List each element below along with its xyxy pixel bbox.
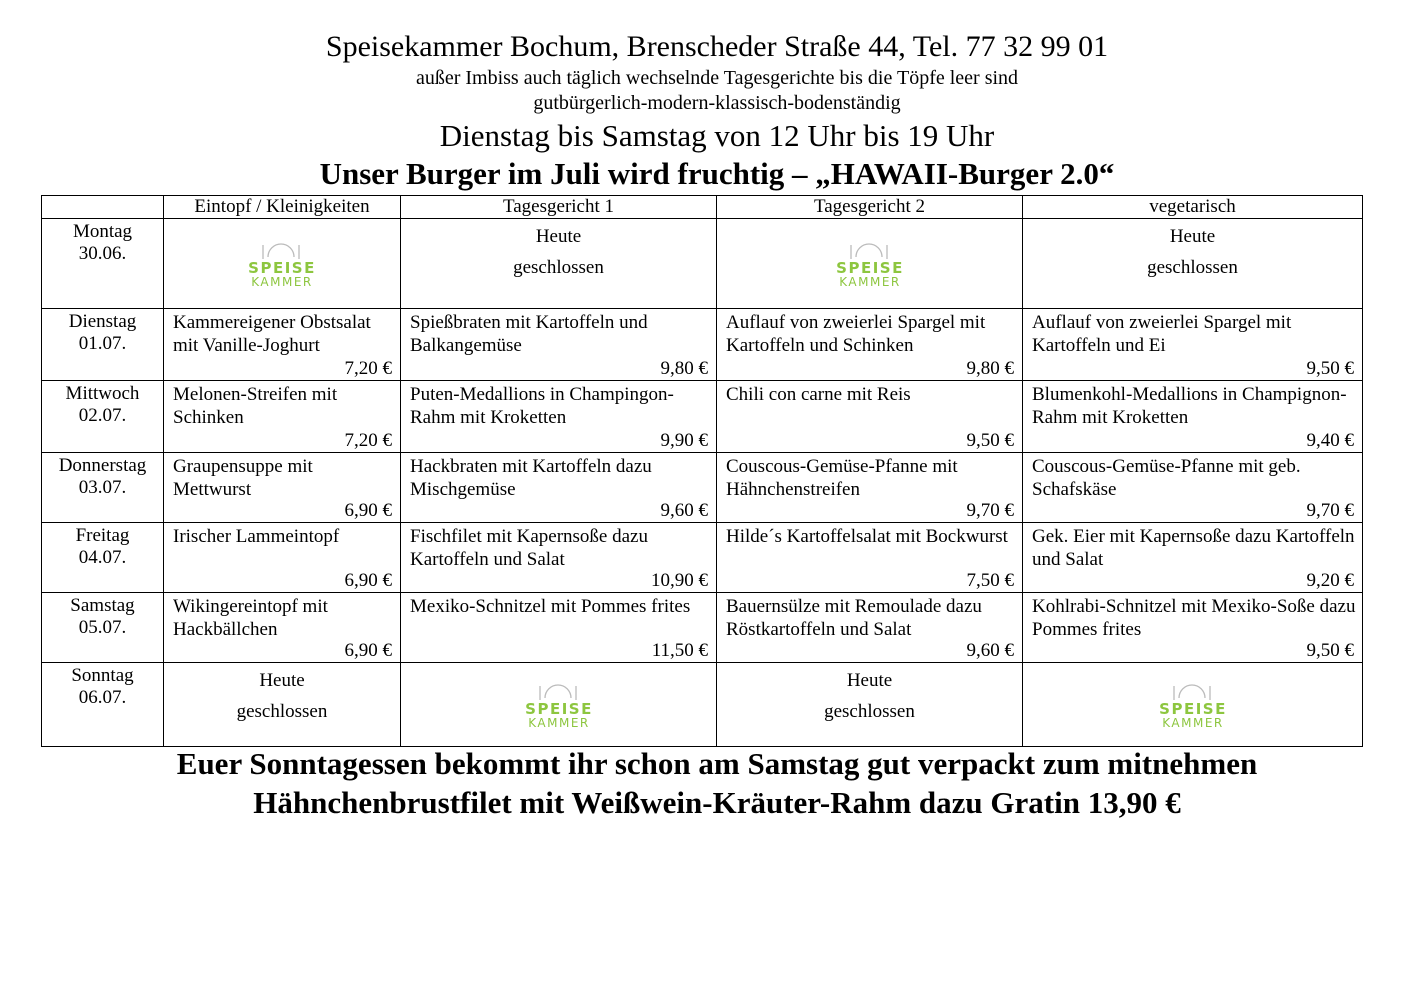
closed-line1: Heute (1169, 226, 1216, 247)
dish-price: 6,90 € (344, 500, 392, 521)
logo-top-text: SPEISE (524, 699, 593, 718)
logo-top-text: SPEISE (1158, 699, 1227, 718)
speisekammer-logo (1023, 663, 1362, 746)
day-name: Mittwoch (65, 383, 140, 404)
dish-text: Fischfilet mit Kapernsoße dazu Kartoffeln und Salat (410, 526, 648, 570)
opening-hours: Dienstag bis Samstag von 12 Uhr bis 19 Uhr (439, 118, 995, 153)
day-date: 30.06. (78, 243, 127, 264)
logo-cell (717, 219, 1023, 309)
day-cell (42, 219, 164, 309)
dish-text: Spießbraten mit Kartoffeln und Balkangemüse (410, 312, 648, 356)
logo-icon (832, 238, 908, 290)
dish-cell (164, 593, 401, 663)
dish-price: 9,50 € (1306, 640, 1354, 661)
burger-of-month: Unser Burger im Juli wird fruchtig – „HAWAII-Burger 2.0“ (319, 156, 1115, 191)
day-name: Freitag (75, 525, 130, 546)
dish-text: Blumenkohl-Medallions in Champignon-Rahm mit Kroketten (1032, 384, 1347, 428)
dish-cell (717, 381, 1023, 453)
style-line: gutbürgerlich-modern-klassisch-bodenständig (533, 92, 901, 114)
day-date: 05.07. (78, 617, 127, 638)
dish-price: 9,70 € (1306, 500, 1354, 521)
dish-text: Melonen-Streifen mit Schinken (173, 384, 338, 428)
dish-price: 6,90 € (344, 640, 392, 661)
logo-bottom-text: KAMMER (251, 274, 313, 289)
dish-price: 9,70 € (966, 500, 1014, 521)
day-date: 02.07. (78, 405, 127, 426)
dish-price: 9,40 € (1306, 430, 1354, 451)
dish-price: 9,80 € (966, 358, 1014, 379)
logo-cell (164, 219, 401, 309)
dish-price: 9,60 € (660, 500, 708, 521)
column-header: vegetarisch (1023, 196, 1363, 219)
speisekammer-logo (164, 219, 400, 308)
day-cell (42, 381, 164, 453)
dish-cell (401, 309, 717, 381)
dish-text: Hilde´s Kartoffelsalat mit Bockwurst (726, 526, 1008, 547)
logo-top-text: SPEISE (835, 258, 904, 277)
dish-cell (401, 523, 717, 593)
dish-text: Couscous-Gemüse-Pfanne mit geb. Schafskäse (1032, 456, 1301, 500)
closed-line2: geschlossen (236, 701, 328, 722)
dish-cell (164, 381, 401, 453)
dish-text: Hackbraten mit Kartoffeln dazu Mischgemüse (410, 456, 652, 500)
table-row (42, 523, 1363, 593)
dish-cell (1023, 381, 1363, 453)
logo-cell (401, 663, 717, 747)
dish-text: Gek. Eier mit Kapernsoße dazu Kartoffeln und Salat (1032, 526, 1355, 570)
day-name: Dienstag (68, 311, 137, 332)
table-header-row (42, 196, 1363, 219)
day-date: 03.07. (78, 477, 127, 498)
dish-text: Mexiko-Schnitzel mit Pommes frites (410, 596, 691, 617)
closed-line1: Heute (846, 670, 893, 691)
subtitle-line: außer Imbiss auch täglich wechselnde Tagesgerichte bis die Töpfe leer sind (415, 67, 1019, 89)
dish-price: 7,20 € (344, 358, 392, 379)
dish-text: Puten-Medallions in Champingon-Rahm mit Kroketten (410, 384, 674, 428)
closed-line1: Heute (535, 226, 582, 247)
day-cell (42, 523, 164, 593)
day-cell (42, 593, 164, 663)
day-name: Samstag (70, 595, 135, 616)
speisekammer-logo (401, 663, 716, 746)
dish-text: Auflauf von zweierlei Spargel mit Kartoffeln und Schinken (726, 312, 986, 356)
table-row (42, 219, 1363, 309)
dish-text: Irischer Lammeintopf (173, 526, 340, 547)
dish-cell (717, 523, 1023, 593)
closed-cell (717, 663, 1023, 747)
closed-line2: geschlossen (1147, 257, 1238, 278)
dish-text: Chili con carne mit Reis (726, 384, 911, 405)
column-header: Tagesgericht 1 (401, 196, 717, 219)
dish-text: Bauernsülze mit Remoulade dazu Röstkartoffeln und Salat (726, 596, 982, 640)
dish-cell (1023, 523, 1363, 593)
closed-cell (401, 219, 717, 309)
dish-price: 9,50 € (966, 430, 1014, 451)
dish-cell (717, 453, 1023, 523)
dish-cell (164, 453, 401, 523)
dish-cell (401, 593, 717, 663)
day-cell (42, 453, 164, 523)
table-row (42, 453, 1363, 523)
day-date: 01.07. (78, 333, 127, 354)
closed-line2: geschlossen (824, 701, 915, 722)
dish-price: 9,20 € (1306, 570, 1354, 591)
restaurant-address-line: Speisekammer Bochum, Brenscheder Straße 44, Tel. 77 32 99 01 (325, 30, 1109, 63)
dish-cell (1023, 309, 1363, 381)
dish-cell (401, 453, 717, 523)
day-cell (42, 309, 164, 381)
dish-text: Graupensuppe mit Mettwurst (173, 456, 313, 500)
logo-icon (1155, 679, 1231, 731)
logo-icon (244, 238, 320, 290)
dish-price: 9,90 € (660, 430, 708, 451)
logo-cell (1023, 663, 1363, 747)
dish-text: Wikingereintopf mit Hackbällchen (173, 596, 328, 640)
dish-price: 10,90 € (651, 570, 708, 591)
dish-price: 6,90 € (344, 570, 392, 591)
dish-cell (1023, 453, 1363, 523)
dish-price: 7,20 € (344, 430, 392, 451)
day-date: 06.07. (78, 687, 127, 708)
dish-cell (164, 523, 401, 593)
speisekammer-logo (717, 219, 1022, 308)
dish-cell (717, 309, 1023, 381)
logo-bottom-text: KAMMER (527, 715, 590, 730)
day-name: Sonntag (71, 665, 134, 686)
sunday-note: Euer Sonntagessen bekommt ihr schon am Samstag gut verpackt zum mitnehmen (176, 746, 1258, 781)
day-cell (42, 663, 164, 747)
table-row (42, 593, 1363, 663)
closed-line1: Heute (259, 670, 305, 691)
closed-cell (1023, 219, 1363, 309)
dish-text: Couscous-Gemüse-Pfanne mit Hähnchenstreifen (726, 456, 958, 500)
dish-price: 7,50 € (966, 570, 1014, 591)
dish-price: 9,50 € (1306, 358, 1354, 379)
column-header: Eintopf / Kleinigkeiten (164, 196, 401, 219)
day-name: Montag (72, 221, 133, 242)
closed-line2: geschlossen (513, 257, 604, 278)
header-day-blank (42, 196, 164, 219)
dish-text: Kohlrabi-Schnitzel mit Mexiko-Soße dazu Pommes frites (1032, 596, 1356, 640)
day-name: Donnerstag (58, 455, 147, 476)
logo-bottom-text: KAMMER (1161, 715, 1224, 730)
dish-cell (401, 381, 717, 453)
table-row (42, 309, 1363, 381)
dish-cell (717, 593, 1023, 663)
dish-cell (164, 309, 401, 381)
dish-cell (1023, 593, 1363, 663)
dish-price: 11,50 € (651, 640, 708, 661)
logo-icon (521, 679, 597, 731)
dish-text: Kammereigener Obstsalat mit Vanille-Joghurt (173, 312, 371, 356)
sunday-dish: Hähnchenbrustfilet mit Weißwein-Kräuter-Rahm dazu Gratin 13,90 € (253, 785, 1181, 820)
table-row (42, 663, 1363, 747)
column-header: Tagesgericht 2 (717, 196, 1023, 219)
dish-price: 9,80 € (660, 358, 708, 379)
logo-bottom-text: KAMMER (838, 274, 901, 289)
dish-price: 9,60 € (966, 640, 1014, 661)
weekly-menu-table (41, 195, 1363, 747)
day-date: 04.07. (78, 547, 127, 568)
closed-cell (164, 663, 401, 747)
dish-text: Auflauf von zweierlei Spargel mit Kartoffeln und Ei (1032, 312, 1292, 356)
logo-top-text: SPEISE (248, 258, 316, 277)
table-row (42, 381, 1363, 453)
